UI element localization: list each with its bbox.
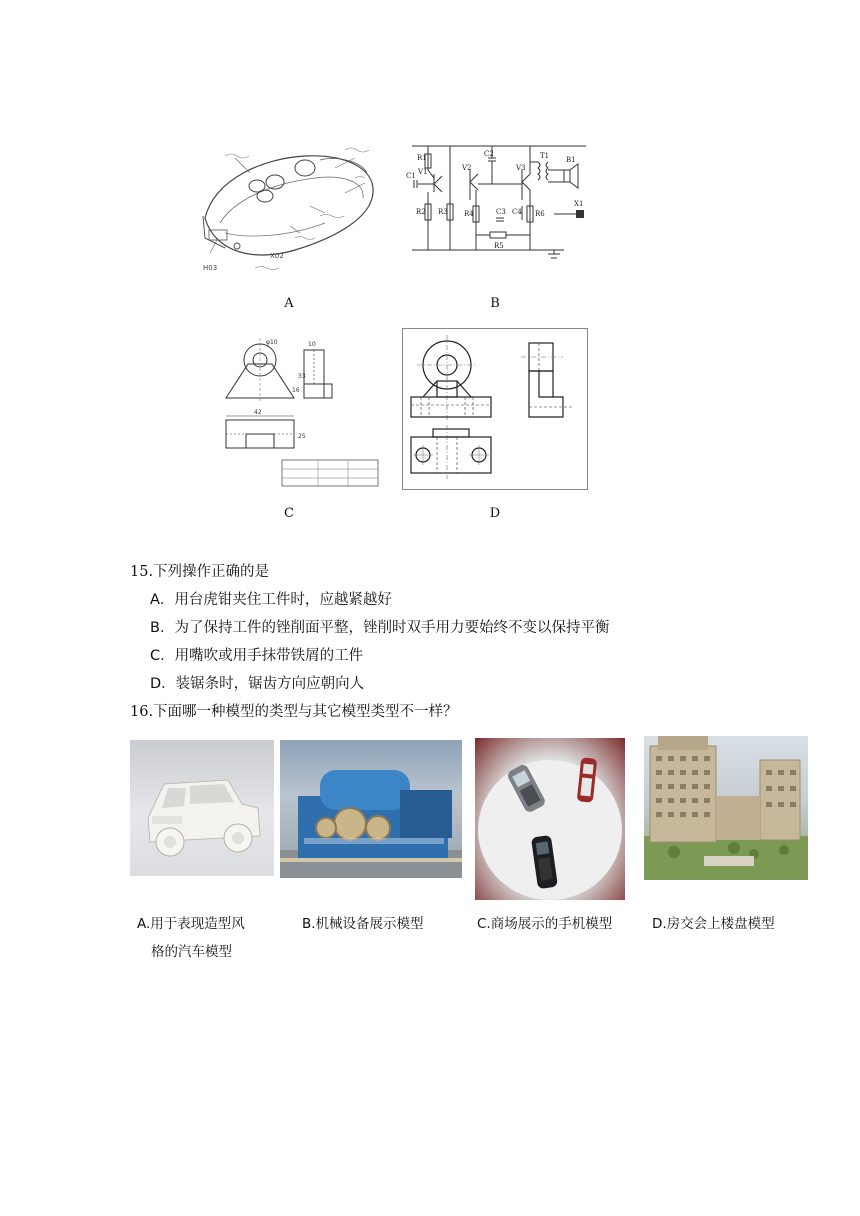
photo-d-building-model[interactable] [644,736,808,880]
label-v2: V2 [462,164,472,172]
label-v1: V1 [418,168,428,176]
dim-42: 42 [254,409,262,416]
caption-a [137,910,277,966]
figure-b-circuit [404,140,590,270]
label-x1: X1 [574,200,584,208]
option-letter: A． [150,592,175,608]
figure-label-c: C [284,506,294,521]
sketch-note-mid: X02 [270,252,284,260]
option-text: 为了保持工件的锉削面平整，锉削时双手用力要始终不变以保持平衡 [174,620,610,636]
label-t1: T1 [540,152,550,160]
car-model-image [130,740,274,876]
photo-b-machinery-model[interactable] [280,740,462,878]
caption-d-line1: D.房交会上楼盘模型 [652,916,775,932]
dim-phi10: φ10 [266,339,278,346]
machinery-model-image [280,740,462,878]
label-b1: B1 [566,156,576,164]
label-c2: C2 [484,150,494,158]
building-model-image [644,736,808,880]
caption-c [477,910,637,938]
caption-b [302,910,462,938]
photo-a-car-model[interactable] [130,740,274,876]
label-r2: R2 [416,208,426,216]
option-text: 装锯条时，锯齿方向应朝向人 [175,676,365,692]
figure-d-drawing [402,328,588,490]
q15-option-b[interactable] [150,616,609,637]
phone-model-image [475,738,625,900]
caption-b-line1: B.机械设备展示模型 [302,916,424,932]
option-text: 用嘴吹或用手抹带铁屑的工件 [174,648,364,664]
figure-label-d: D [489,506,501,521]
label-r3: R3 [438,208,448,216]
caption-c-line1: C.商场展示的手机模型 [477,916,613,932]
label-r1: R1 [417,154,427,162]
figure-a-sketch [195,138,385,278]
caption-d [652,910,812,938]
car-sketch-drawing [195,138,385,278]
q15-option-c[interactable] [150,644,363,665]
q15-option-a[interactable] [150,588,392,609]
option-letter: C． [150,648,175,664]
three-view-drawing [403,329,587,489]
question-15-stem: 15.下列操作正确的是 [130,564,270,580]
sketch-note-left: H03 [203,264,218,272]
option-letter: D． [150,676,176,692]
dimensioned-three-view [218,330,380,490]
dim-10: 10 [308,341,316,348]
label-r6: R6 [535,210,545,218]
label-c4: C4 [512,208,522,216]
option-text: 用台虎钳夹住工件时，应越紧越好 [174,592,392,608]
photo-c-phone-model[interactable] [475,738,625,900]
figure-label-a: A [284,296,294,311]
label-r5: R5 [494,242,504,250]
dim-16: 16 [292,387,300,394]
circuit-diagram [404,140,590,270]
caption-a-line2: 格的汽车模型 [151,944,232,960]
dim-25: 25 [298,433,306,440]
label-c1: C1 [406,172,416,180]
option-letter: B． [150,620,175,636]
question-16-stem: 16.下面哪一种模型的类型与其它模型类型不一样？ [130,704,458,720]
q15-option-d[interactable] [150,672,364,693]
dim-33: 33 [298,373,306,380]
label-r4: R4 [464,210,474,218]
figure-c-drawing [218,330,380,490]
figure-label-b: B [490,296,500,311]
label-c3: C3 [496,208,506,216]
label-v3: V3 [516,164,526,172]
caption-a-line1: A.用于表现造型风 [137,916,245,932]
